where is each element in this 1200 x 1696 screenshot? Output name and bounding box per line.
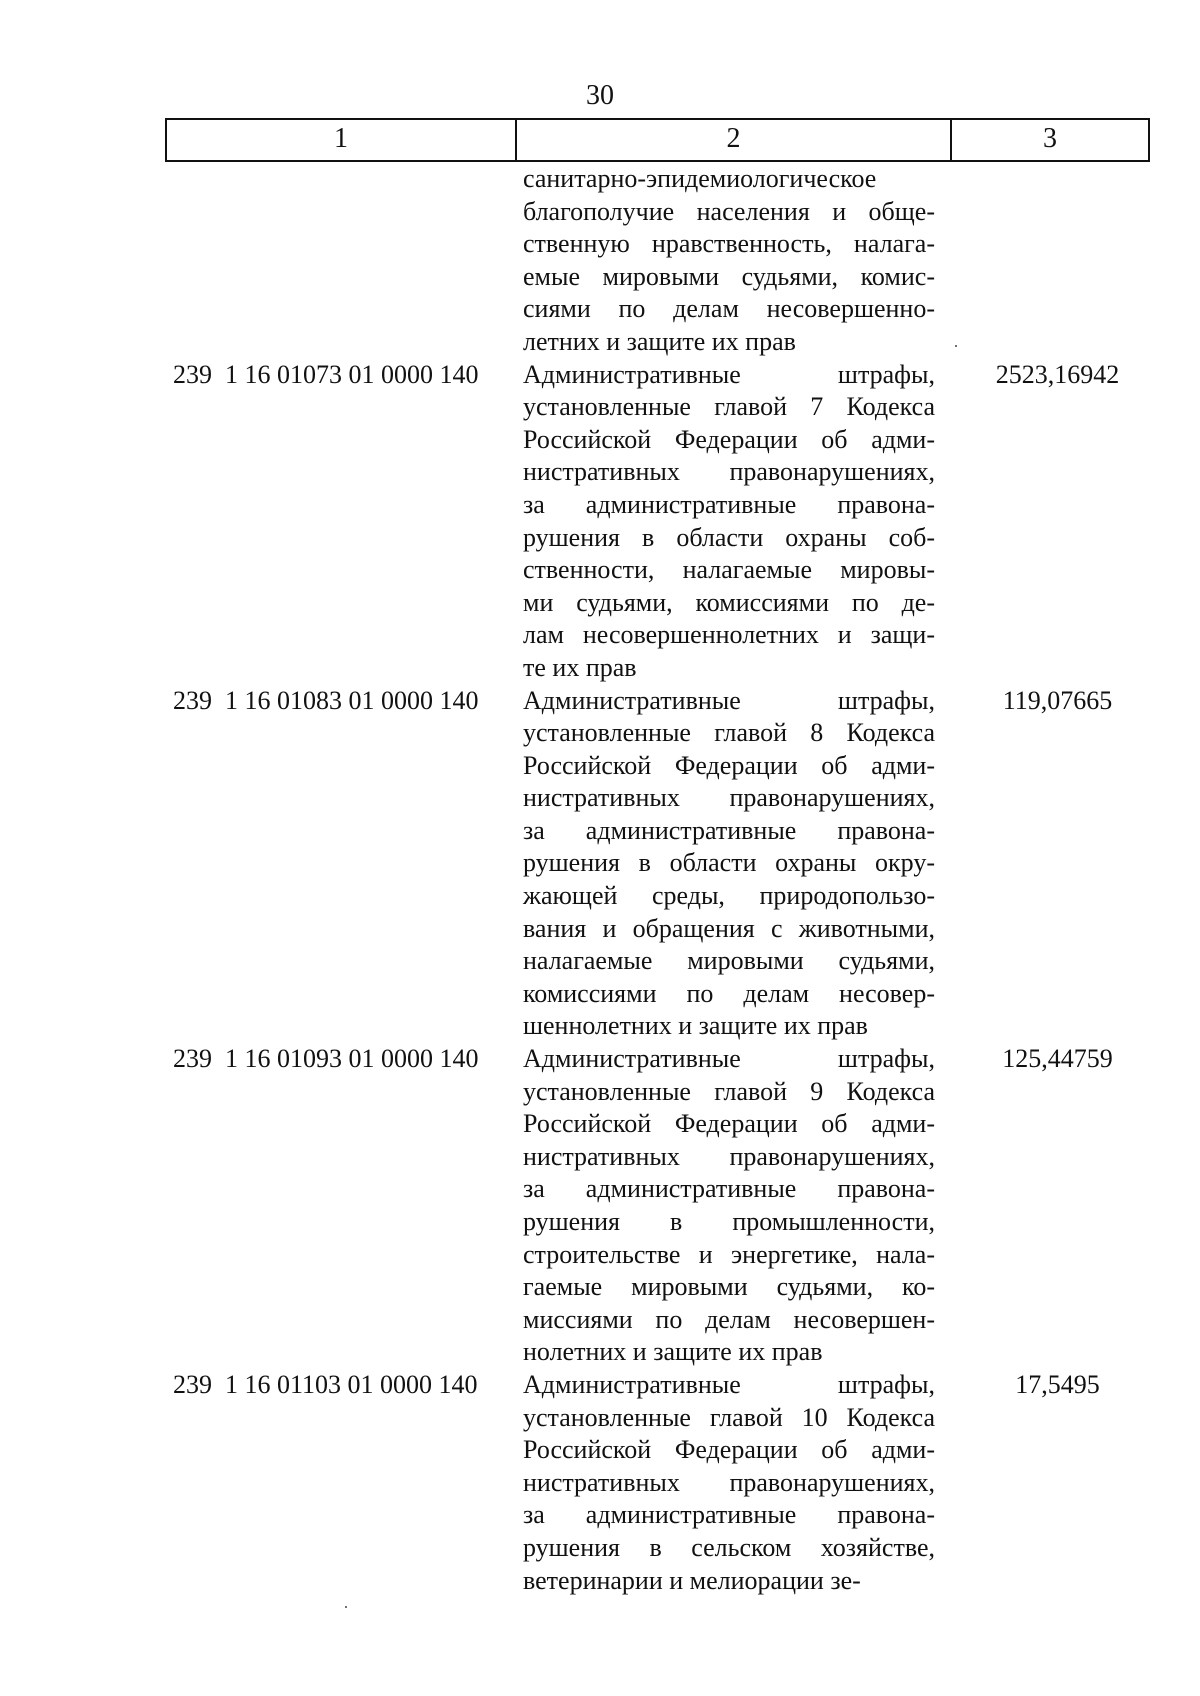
description-line: за административные правона- [523, 1174, 935, 1204]
description-line: установленные главой 10 Кодекса [523, 1402, 935, 1432]
description-cell [515, 1043, 935, 1369]
amount-value: 17,5495 [1015, 1369, 1100, 1399]
header-col-1: 1 [167, 120, 517, 160]
table-row [165, 359, 1150, 685]
budget-code: 239 1 16 01083 01 0000 140 [173, 685, 479, 715]
description-line: налагаемые мировыми судьями, [523, 946, 935, 976]
description-line: емые мировыми судьями, комис- [523, 261, 935, 291]
description-line: лам несовершеннолетних и защи- [523, 620, 935, 650]
description-line: Административные штрафы, [523, 1369, 935, 1399]
table-row [165, 685, 1150, 1044]
description-line: Административные штрафы, [523, 359, 935, 389]
description-cell [515, 359, 935, 685]
description-line: летних и защите их прав [523, 326, 796, 356]
description-line: установленные главой 9 Кодекса [523, 1076, 935, 1106]
description-line: за административные правона- [523, 1500, 935, 1530]
continuation-row [165, 163, 1150, 359]
description-line: нистративных правонарушениях, [523, 1467, 935, 1497]
description-cell [515, 685, 935, 1044]
description-line: рушения в промышленности, [523, 1207, 935, 1236]
description-line: за административные правона- [523, 489, 935, 519]
description-cell [515, 1369, 935, 1597]
description-line: установленные главой 7 Кодекса [523, 392, 935, 422]
budget-code: 239 1 16 01093 01 0000 140 [173, 1044, 479, 1074]
description-line: благополучие населения и обще- [523, 196, 935, 226]
description-line: миссиями по делам несовершен- [523, 1304, 935, 1334]
description-line: вания и обращения с животными, [523, 913, 935, 943]
description-line: санитарно-эпидемиологическое [523, 164, 877, 193]
description-line: нистративных правонарушениях, [523, 1141, 935, 1171]
description-line: комиссиями по делам несовер- [523, 978, 935, 1008]
header-col-3: 3 [1043, 123, 1057, 154]
description-line: нолетних и защите их прав [523, 1337, 823, 1367]
amount-value: 119,07665 [1002, 685, 1113, 715]
description-line: те их прав [523, 652, 637, 682]
description-line: установленные главой 8 Кодекса [523, 718, 935, 748]
description-line: Российской Федерации об адми- [523, 424, 935, 454]
description-line: шеннолетних и защите их прав [523, 1011, 868, 1041]
description-line: строительстве и энергетике, нала- [523, 1239, 935, 1269]
scan-speck [345, 1606, 347, 1608]
table-body [165, 163, 1150, 1597]
page-number: 30 [586, 80, 614, 111]
budget-code: 239 1 16 01073 01 0000 140 [173, 359, 479, 389]
description-line: сиями по делам несовершенно- [523, 294, 935, 324]
header-col-2: 2 [517, 120, 952, 160]
description-line: рушения в сельском хозяйстве, [523, 1532, 935, 1562]
table-row [165, 1043, 1150, 1369]
description-line: жающей среды, природопользо- [523, 881, 935, 911]
description-line: ветеринарии и мелиорации зе- [523, 1565, 861, 1595]
description-line: ми судьями, комиссиями по де- [523, 587, 935, 617]
description-line: Российской Федерации об адми- [523, 1435, 935, 1465]
table-row [165, 1369, 1150, 1597]
description-cell [515, 163, 935, 359]
description-line: рушения в области охраны соб- [523, 522, 935, 552]
description-line: ственную нравственность, налага- [523, 229, 935, 259]
description-line: гаемые мировыми судьями, ко- [523, 1272, 935, 1302]
description-line: Российской Федерации об адми- [523, 1109, 935, 1139]
description-line: рушения в области охраны окру- [523, 848, 935, 878]
budget-code: 239 1 16 01103 01 0000 140 [173, 1369, 478, 1399]
amount-value: 2523,16942 [995, 359, 1120, 389]
amount-value: 125,44759 [1002, 1044, 1113, 1074]
description-line: нистративных правонарушениях, [523, 783, 935, 813]
description-line: ственности, налагаемые мировы- [523, 555, 935, 585]
table-header [165, 118, 1150, 162]
description-line: Административные штрафы, [523, 1044, 935, 1074]
description-line: Административные штрафы, [523, 685, 935, 715]
description-line: Российской Федерации об адми- [523, 750, 935, 780]
scan-speck [955, 345, 957, 347]
description-line: нистративных правонарушениях, [523, 457, 935, 487]
description-line: за административные правона- [523, 815, 935, 845]
